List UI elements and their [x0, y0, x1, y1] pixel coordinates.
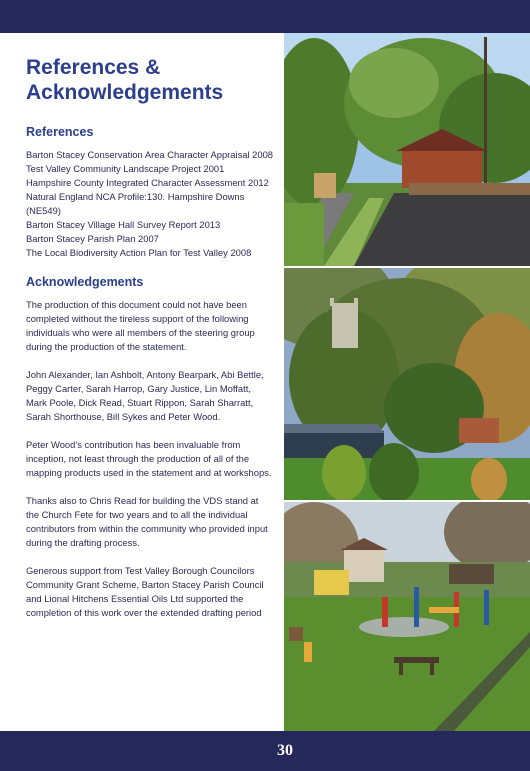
acknowledgement-paragraph: John Alexander, Ian Ashbolt, Antony Bearpark, Abi Bettle, Peggy Carter, Sarah Harrop, Gary Justice, Lin Moffatt, Mark Poole, Dick Read, Stuart Rippon, Sarah Sharratt, Sarah Shorthouse, Bill Sykes and Peter Wood. [26, 369, 264, 422]
page-title: References & Acknowledgements [26, 56, 224, 104]
reference-item: Barton Stacey Parish Plan 2007 [26, 233, 159, 244]
acknowledgement-paragraph: Generous support from Test Valley Borough Councilors Community Grant Scheme, Barton Stacey Parish Council and Lional Hitchens Essential Oils Ltd supported the completion of this work over the extended drafting period [26, 565, 264, 618]
reference-item: Hampshire County Integrated Character Assessment 2012 [26, 177, 269, 188]
reference-item: Natural England NCA Profile:130. Hampshire Downs (NE549) [26, 191, 245, 216]
acknowledgement-paragraph: Peter Wood’s contribution has been invaluable from inception, not least through the production of all of the mapping products used in the statement and at workshops. [26, 439, 272, 478]
acknowledgement-paragraph: Thanks also to Chris Read for building the VDS stand at the Church Fete for two years and to all the individual contributors from within the community who provided input during the drafting process. [26, 495, 268, 548]
reference-item: The Local Biodiversity Action Plan for Test Valley 2008 [26, 247, 252, 258]
page-number: 30 [277, 742, 293, 759]
references-list [26, 148, 274, 260]
village-road-photo [284, 33, 530, 266]
playground-photo [284, 502, 530, 731]
reference-item: Barton Stacey Village Hall Survey Report 2013 [26, 219, 221, 230]
text-column [26, 55, 274, 634]
header-band [0, 0, 530, 33]
church-and-hall-photo [284, 268, 530, 500]
references-heading: References [26, 125, 94, 139]
acknowledgement-paragraph: The production of this document could not have been completed without the tireless support of the following individuals who were all members of the steering group during the production of the statement. [26, 299, 255, 352]
reference-item: Barton Stacey Conservation Area Character Appraisal 2008 [26, 149, 274, 160]
photo-column [284, 33, 530, 731]
acknowledgements-heading: Acknowledgements [26, 275, 144, 289]
reference-item: Test Valley Community Landscape Project 2001 [26, 163, 225, 174]
